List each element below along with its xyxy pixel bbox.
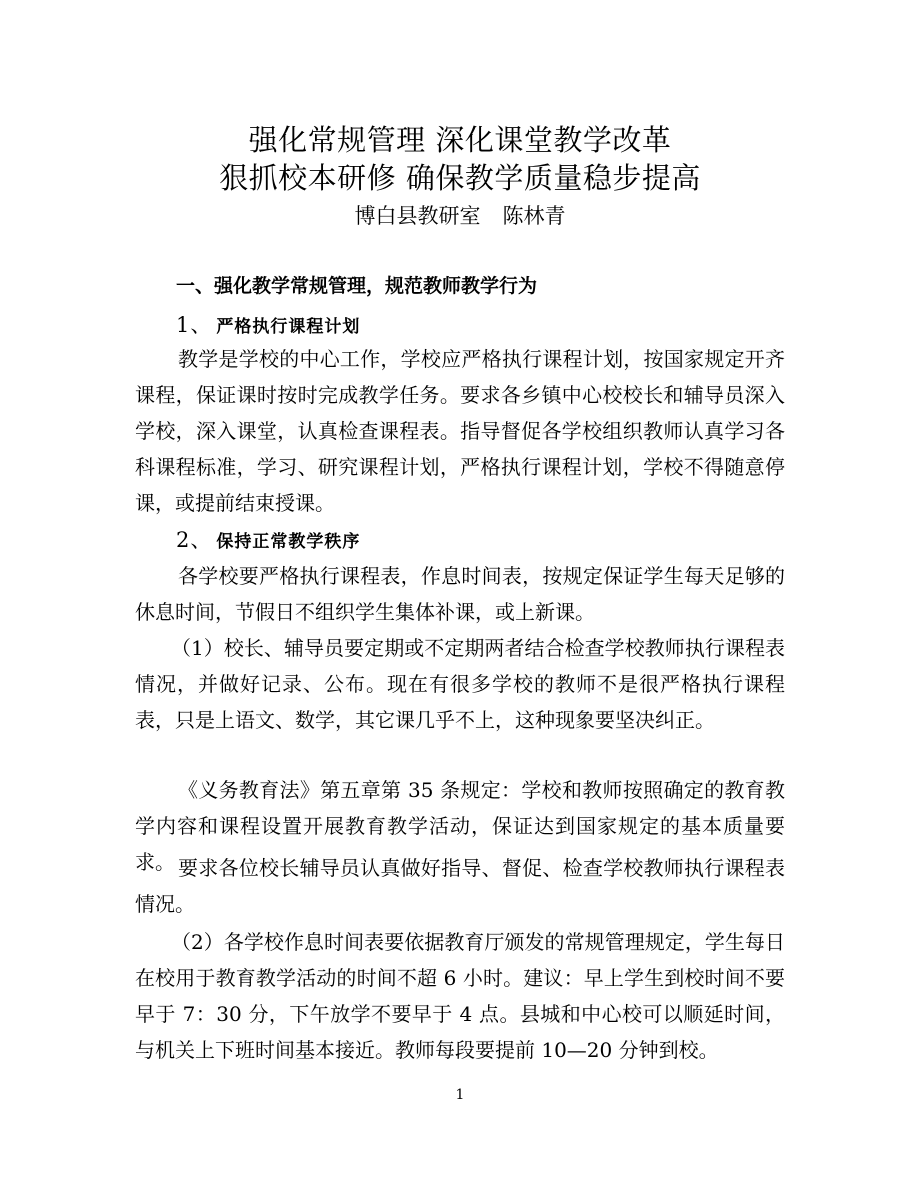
paragraph-2: 各学校要严格执行课程表，作息时间表，按规定保证学生每天足够的休息时间，节假日不组织学生集体补课，或上新课。 [135, 564, 785, 624]
paragraph-4: 《义务教育法》第五章第 35 条规定：学校和教师按照确定的教育教学内容和课程设置开展教育教学活动，保证达到国家规定的基本质量要求。 [135, 778, 785, 874]
subheading-1 [176, 311, 360, 341]
page-number: 1 [455, 1087, 465, 1103]
document-title-line-1: 强化常规管理 深化课堂教学改革 [248, 123, 672, 157]
paragraph-3: （1）校长、辅导员要定期或不定期两者结合检查学校教师执行课程表情况，并做好记录、公布。现在有很多学校的教师不是很严格执行课程表，只是上语文、数学，其它课几乎不上，这种现象要坚决纠正。 [135, 636, 785, 732]
author-organization: 博白县教研室 [354, 204, 481, 228]
document-title-line-2: 狠抓校本研修 确保教学质量稳步提高 [219, 161, 701, 195]
subheading-1-number: 1、 [176, 313, 213, 337]
author-line [0, 202, 920, 230]
paragraph-5: 要求各位校长辅导员认真做好指导、督促、检查学校教师执行课程表情况。 [135, 856, 785, 916]
subheading-2 [176, 526, 360, 556]
subheading-2-label: 保持正常教学秩序 [216, 532, 361, 552]
subheading-1-label: 严格执行课程计划 [216, 317, 361, 337]
section-heading: 一、强化教学常规管理，规范教师教学行为 [176, 275, 538, 297]
subheading-2-number: 2、 [176, 528, 213, 552]
paragraph-1: 教学是学校的中心工作，学校应严格执行课程计划，按国家规定开齐课程，保证课时按时完成教学任务。要求各乡镇中心校校长和辅导员深入学校，深入课堂，认真检查课程表。指导督促各学校组织教师认真学习各科课程标准，学习、研究课程计划，严格执行课程计划，学校不得随意停课，或提前结束授课。 [135, 347, 785, 515]
paragraph-6: （2）各学校作息时间表要依据教育厅颁发的常规管理规定，学生每日在校用于教育教学活动的时间不超 6 小时。建议：早上学生到校时间不要早于 7：30 分，下午放学不要早于 4 点。县城和中心校可以顺延时间，与机关上下班时间基本接近。教师每段要提前 10—20 分钟到校。 [135, 930, 785, 1062]
author-name: 陈林青 [502, 204, 566, 228]
